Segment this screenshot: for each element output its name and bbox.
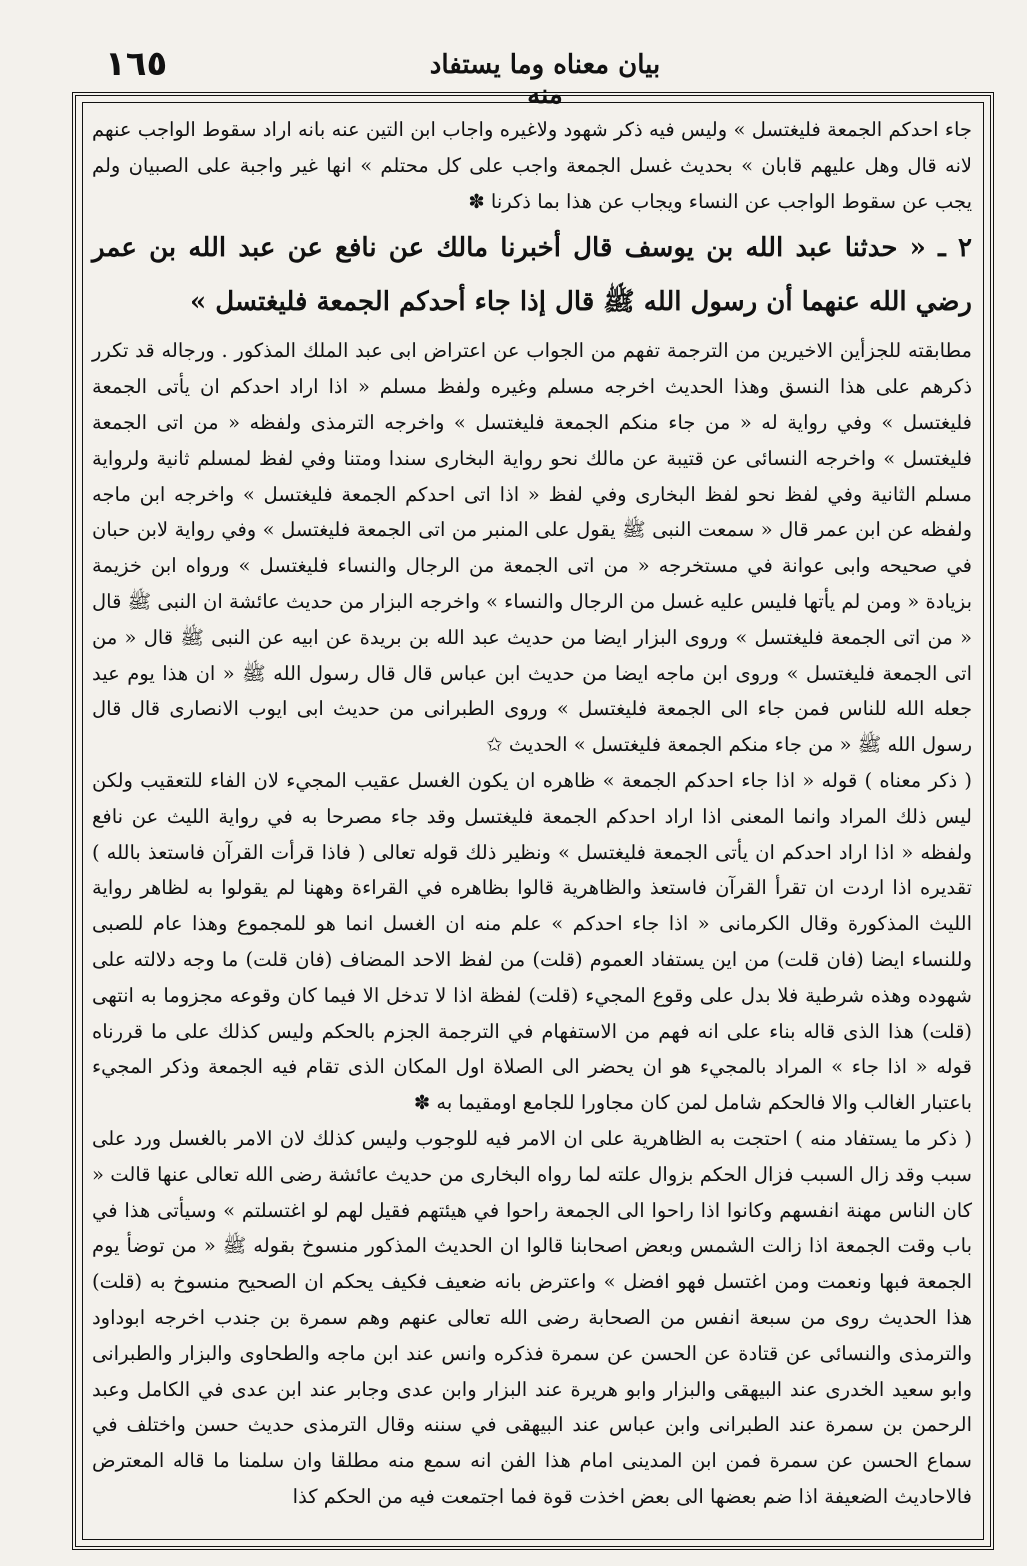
page-header <box>95 44 985 110</box>
hadith-text: ٢ ـ « حدثنا عبد الله بن يوسف قال أخبرنا مالك عن نافع عن عبد الله بن عمر رضي الله عنهما أن رسول الله ﷺ قال إذا جاء أحدكم الجمعة فليغتسل » <box>92 233 972 318</box>
matching-paragraph: مطابقته للجزأين الاخيرين من الترجمة تفهم من الجواب عن اعتراض ابى عبد الملك المذكور . ورجاله قد تكرر ذكرهم على هذا النسق وهذا الحديث اخرجه مسلم وغيره ولفظ مسلم « اذا اراد احدكم ان يأتى الجمعة فليغتسل » وفي رواية له « من جاء منكم الجمعة فليغتسل » واخرجه الترمذى ولفظه « من اتى الجمعة فليغتسل » واخرجه النسائى عن قتيبة عن مالك نحو رواية البخارى سندا ومتنا وفي لفظ لمسلم ثانية ولرواية مسلم الثانية وفي لفظ نحو لفظ البخارى وفي لفظ « اذا اتى احدكم الجمعة فليغتسل » واخرجه ابن ماجه ولفظه عن ابن عمر قال « سمعت النبى ﷺ يقول على المنبر من اتى الجمعة فليغتسل » وفي رواية لابن حبان في صحيحه وابى عوانة في مستخرجه « من اتى الجمعة من الرجال والنساء فليغتسل » ورواه ابن خزيمة بزيادة « ومن لم يأتها فليس عليه غسل من الرجال والنساء » واخرجه البزار من حديث عائشة ان النبى ﷺ قال « من اتى الجمعة فليغتسل » وروى البزار ايضا من حديث عبد الله بن بريدة عن ابيه عن النبى ﷺ قال « من اتى الجمعة فليغتسل » وروى ابن ماجه ايضا من حديث ابن عباس قال قال رسول الله ﷺ « ان هذا يوم عيد جعله الله للناس فمن جاء الى الجمعة فليغتسل » وروى الطبرانى من حديث ابى ايوب الانصارى قال قال رسول الله ﷺ « من جاء منكم الجمعة فليغتسل » الحديث ✩ <box>92 339 972 757</box>
page-body <box>92 112 972 1515</box>
intro-paragraph: جاء احدكم الجمعة فليغتسل » وليس فيه ذكر شهود ولاغيره واجاب ابن التين عنه بانه اراد سقوط الواجب عنهم لانه قال وهل عليهم قابان » بحديث غسل الجمعة واجب على كل محتلم » انها غير واجبة على الصبيان ولم يجب عن سقوط الواجب عن النساء ويجاب عن هذا بما ذكرنا ✽ <box>92 118 972 213</box>
page-number: ١٦٥ <box>105 44 168 84</box>
meaning-paragraph: ( ذكر معناه ) قوله « اذا جاء احدكم الجمعة » ظاهره ان يكون الغسل عقيب المجيء لان الفاء للتعقيب ولكن ليس ذلك المراد وانما المعنى اذا اراد احدكم الجمعة فليغتسل وقد جاء مصرحا به في رواية الليث عن نافع ولفظه « اذا اراد احدكم ان يأتى الجمعة فليغتسل » ونظير ذلك قوله تعالى ( فاذا قرأت القرآن فاستعذ بالله ) تقديره اذا اردت ان تقرأ القرآن فاستعذ والظاهرية قالوا بظاهره في القراءة وههنا لم يقولوا به لظاهر رواية الليث المذكورة وقال الكرمانى « اذا جاء احدكم » علم منه ان الغسل انما هو للمجموع وهذا عام للصبى وللنساء ايضا (فان قلت) من اين يستفاد العموم (قلت) من لفظ الاحد المضاف (فان قلت) ما وجه دلالته على شهوده وهذه شرطية فلا بدل على وقوع المجيء (قلت) لفظة اذا لا تدخل الا فيما كان وقوعه مجزوما به انتهى (قلت) هذا الذى قاله بناء على انه فهم من الاستفهام في الترجمة الجزم بالحكم وليس كذلك على ما قررناه قوله « اذا جاء » المراد بالمجيء هو ان يحضر الى الصلاة اول المكان الذى تقام فيه الجمعة وذكر المجيء باعتبار الغالب والا فالحكم شامل لمن كان مجاورا للجامع اومقيما به ✽ <box>92 768 972 1115</box>
running-title: بيان معناه وما يستفاد منه <box>429 50 661 110</box>
benefits-paragraph: ( ذكر ما يستفاد منه ) احتجت به الظاهرية على ان الامر فيه للوجوب وليس كذلك لان الامر بالغسل ورد على سبب وقد زال السبب فزال الحكم بزوال علته لما رواه البخارى من حديث عائشة رضى الله تعالى عنها قالت « كان الناس مهنة انفسهم وكانوا اذا راحوا الى الجمعة راحوا في هيئتهم فقيل لهم لو اغتسلتم » وسيأتى هذا في باب وقت الجمعة اذا زالت الشمس وبعض اصحابنا قالوا ان الحديث المذكور منسوخ بقوله ﷺ « من توضأ يوم الجمعة فبها ونعمت ومن اغتسل فهو افضل » واعترض بانه ضعيف فكيف يحكم ان الصحيح منسوخ به (قلت) هذا الحديث روى من سبعة انفس من الصحابة رضى الله تعالى عنهم وهم سمرة بن جندب اخرجه ابوداود والترمذى والنسائى عن قتادة عن الحسن عن سمرة فذكره وانس عند ابن ماجه والطحاوى والبزار والطبرانى وابو سعيد الخدرى عند البيهقى والبزار وابو هريرة عند البزار وابن عدى وجابر عند ابن عدى في الكامل وعبد الرحمن بن سمرة عند الطبرانى وابن عباس عند البيهقى في سننه وقال الترمذى حديث حسن واختلف في سماع الحسن عن سمرة فمن ابن المدينى امام هذا الفن انه سمع منه مطلقا وان سلمنا ما قاله المعترض فالاحاديث الضعيفة اذا ضم بعضها الى بعض اخذت قوة فما اجتمعت فيه من الحكم كذا <box>92 1126 972 1508</box>
